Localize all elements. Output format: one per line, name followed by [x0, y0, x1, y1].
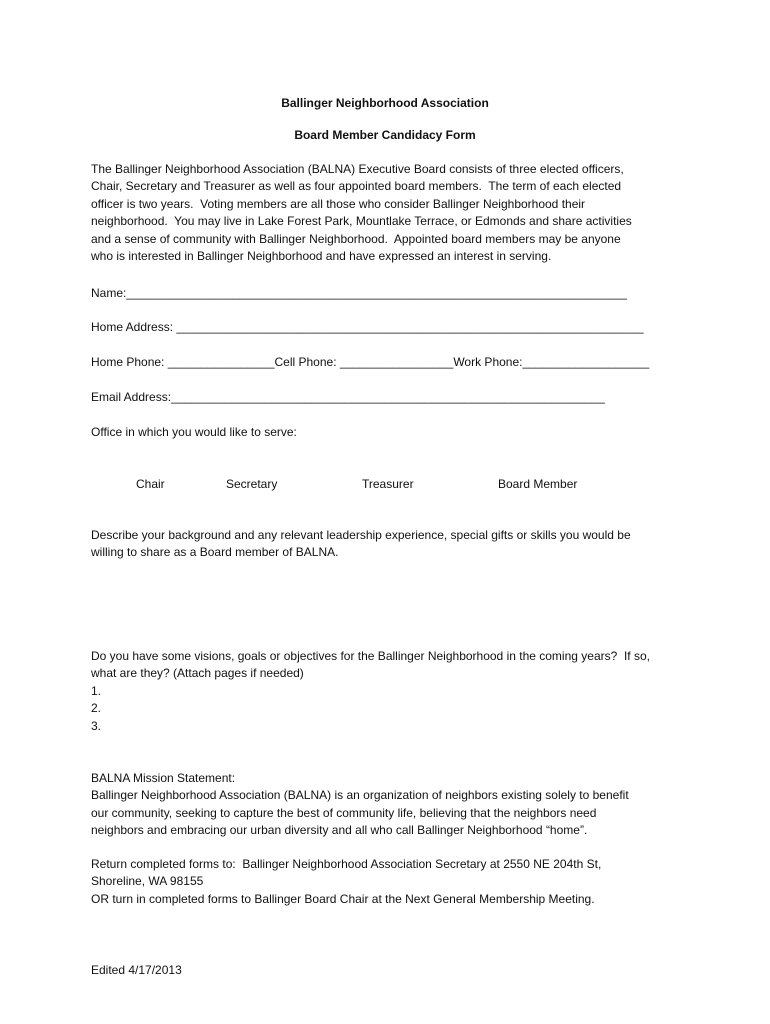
office-option-secretary[interactable]: Secretary: [226, 477, 278, 491]
mission-statement: [91, 770, 691, 840]
question-line: Do you have some visions, goals or objectives for the Ballinger Neighborhood in the coming years? If so,: [91, 649, 650, 663]
mission-heading: BALNA Mission Statement:: [91, 771, 236, 785]
edited-date: Edited 4/17/2013: [91, 963, 182, 977]
intro-line: Chair, Secretary and Treasurer as well as four appointed board members. The term of each elected: [91, 179, 622, 194]
mission-line: neighbors and embracing our urban diversity and all who call Ballinger Neighborhood “home”.: [91, 823, 588, 838]
intro-paragraph: [91, 161, 691, 265]
office-option-chair[interactable]: Chair: [136, 477, 165, 491]
vision-question: [91, 648, 691, 735]
intro-line: neighborhood. You may live in Lake Forest Park, Mountlake Terrace, or Edmonds and share activities: [91, 214, 632, 229]
answer-line-1[interactable]: 1.: [91, 683, 102, 698]
question-line: what are they? (Attach pages if needed): [91, 666, 304, 681]
intro-line: and a sense of community with Ballinger Neighborhood. Appointed board members may be anyone: [91, 231, 621, 246]
answer-line-2[interactable]: 2.: [91, 701, 102, 716]
office-option-board-member[interactable]: Board Member: [498, 477, 578, 491]
page-title: Ballinger Neighborhood Association: [281, 96, 489, 110]
return-line: Shoreline, WA 98155: [91, 874, 204, 889]
home-address-field[interactable]: Home Address: ______________________________________________________________________: [91, 320, 644, 334]
office-prompt: Office in which you would like to serve:: [91, 425, 297, 439]
background-question: [91, 527, 691, 562]
intro-line: who is interested in Ballinger Neighborhood and have expressed an interest in serving.: [91, 249, 552, 264]
office-option-treasurer[interactable]: Treasurer: [362, 477, 414, 491]
name-field[interactable]: Name:___________________________________________________________________________: [91, 286, 627, 300]
return-instructions: [91, 856, 691, 908]
return-line: OR turn in completed forms to Ballinger Board Chair at the Next General Membership Meeting.: [91, 891, 595, 906]
form-subtitle: Board Member Candidacy Form: [294, 128, 476, 142]
intro-line: officer is two years. Voting members are all those who consider Ballinger Neighborhood their: [91, 196, 586, 211]
question-line: Describe your background and any relevant leadership experience, special gifts or skills you would be: [91, 528, 631, 542]
phone-fields[interactable]: Home Phone: ________________Cell Phone: _________________Work Phone:___________________: [91, 355, 650, 369]
question-line: willing to share as a Board member of BALNA.: [91, 545, 339, 560]
return-line: Return completed forms to: Ballinger Neighborhood Association Secretary at 2550 NE 204th St,: [91, 857, 602, 871]
mission-line: Ballinger Neighborhood Association (BALNA) is an organization of neighbors existing solely to benefit: [91, 788, 629, 803]
intro-line: The Ballinger Neighborhood Association (BALNA) Executive Board consists of three elected officers,: [91, 162, 624, 176]
answer-line-3[interactable]: 3.: [91, 718, 102, 733]
mission-line: our community, seeking to capture the best of community life, believing that the neighbors need: [91, 805, 597, 820]
email-field[interactable]: Email Address:_________________________________________________________________: [91, 390, 605, 404]
